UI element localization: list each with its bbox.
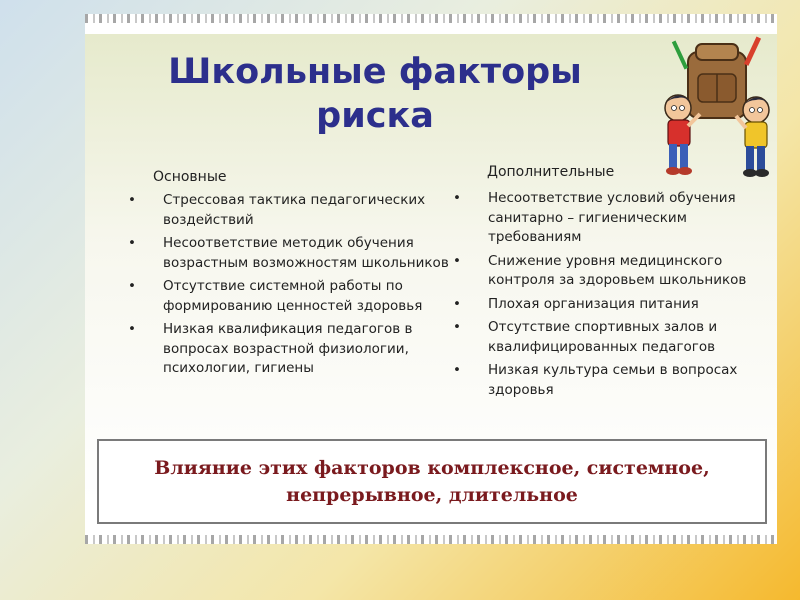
main-factors-list [128,191,453,383]
list-item [453,295,773,315]
list-item-text: Плохая организация питания [488,295,699,312]
list-item [453,252,773,291]
bullet: • [128,321,136,337]
list-item-text: Несоответствие условий обучения санитарно – гигиеническим требованиям [488,190,736,245]
additional-factors-list [453,189,773,404]
list-item-text: Стрессовая тактика педагогических воздействий [163,192,426,228]
list-item-text: Низкая квалификация педагогов в вопросах возрастной физиологии, психологии, гигиены [163,321,413,376]
summary-text: Влияние этих факторов комплексное, системное, непрерывное, длительное [154,456,710,506]
decorative-border-bottom [85,535,777,544]
bullet: • [453,252,461,269]
list-item [128,234,453,273]
column-heading-additional: Дополнительные [487,164,615,180]
list-item [453,189,773,248]
list-item-text: Снижение уровня медицинского контроля за здоровьем школьников [488,252,747,288]
list-item [128,191,453,230]
column-heading-main: Основные [153,169,227,185]
slide-title: Школьные факторы риска [168,52,582,136]
list-item [453,318,773,357]
bullet: • [453,362,461,378]
list-item [128,320,453,379]
bullet: • [453,190,461,206]
bullet: • [453,295,461,312]
bullet: • [453,319,461,335]
children-with-schoolbag-illustration [660,30,774,180]
bullet: • [128,278,136,294]
decorative-border-top [85,14,777,23]
summary-box [97,439,767,524]
slide [85,14,777,544]
list-item-text: Низкая культура семьи в вопросах здоровья [488,362,738,398]
bullet: • [128,192,136,208]
list-item [128,277,453,316]
list-item-text: Отсутствие спортивных залов и квалифицированных педагогов [488,319,718,355]
list-item-text: Несоответствие методик обучения возрастным возможностям школьников [163,235,449,271]
bullet: • [128,235,136,251]
list-item [453,361,773,400]
list-item-text: Отсутствие системной работы по формированию ценностей здоровья [163,278,423,314]
